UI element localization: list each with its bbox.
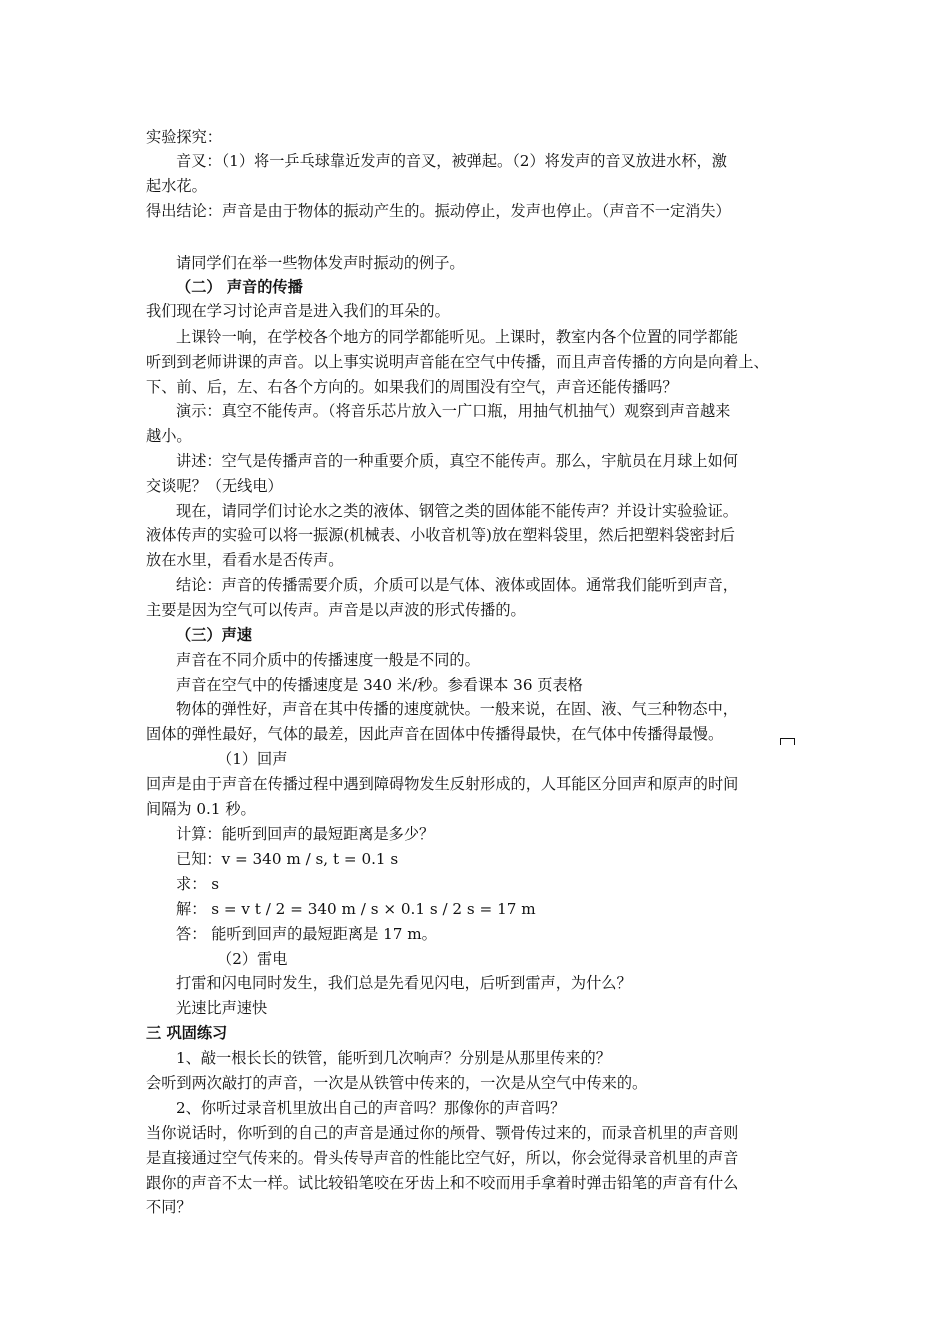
text-line: 听到到老师讲课的声音。以上事实说明声音能在空气中传播，而且声音传播的方向是向着上、	[146, 353, 769, 371]
text-line: 物体的弹性好，声音在其中传播的速度就快。一般来说，在固、液、气三种物态中，	[176, 700, 738, 718]
text-line: 声音在不同介质中的传播速度一般是不同的。	[176, 651, 480, 669]
text-line: 求： s	[176, 875, 219, 893]
text-line: 放在水里，看看水是否传声。	[146, 551, 344, 569]
text-line: 越小。	[146, 427, 192, 445]
text-line: 起水花。	[146, 177, 207, 195]
text-line: 交谈呢？（无线电）	[146, 477, 283, 495]
text-line: 当你说话时，你听到的自己的声音是通过你的颅骨、颚骨传过来的，而录音机里的声音则	[146, 1124, 739, 1142]
text-line: 2、你听过录音机里放出自己的声音吗？那像你的声音吗？	[176, 1099, 566, 1117]
text-line: 光速比声速快	[176, 999, 268, 1017]
text-line: 我们现在学习讨论声音是进入我们的耳朵的。	[146, 302, 450, 320]
text-line: 下、前、后，左、右各个方向的。如果我们的周围没有空气，声音还能传播吗？	[146, 378, 678, 396]
text-line: 解： s = v t / 2 = 340 m / s × 0.1 s / 2 s = 17 m	[176, 900, 536, 918]
text-line: 音叉：（1）将一乒乓球靠近发声的音叉，被弹起。（2）将发声的音叉放进水杯，激	[176, 152, 727, 170]
text-line: 得出结论：声音是由于物体的振动产生的。振动停止，发声也停止。（声音不一定消失）	[146, 202, 731, 220]
text-line: 演示：真空不能传声。（将音乐芯片放入一广口瓶，用抽气机抽气）观察到声音越来	[176, 402, 731, 420]
section-heading: （二） 声音的传播	[176, 278, 303, 296]
text-line: 会听到两次敲打的声音，一次是从铁管中传来的，一次是从空气中传来的。	[146, 1074, 648, 1092]
text-line: 跟你的声音不太一样。试比较铅笔咬在牙齿上和不咬而用手拿着时弹击铅笔的声音有什么	[146, 1174, 739, 1192]
text-line: 回声是由于声音在传播过程中遇到障碍物发生反射形成的，人耳能区分回声和原声的时间	[146, 775, 739, 793]
text-line: 已知：v = 340 m / s, t = 0.1 s	[176, 850, 399, 868]
text-line: 上课铃一响，在学校各个地方的同学都能听见。上课时，教室内各个位置的同学都能	[176, 328, 738, 346]
text-line: 声音在空气中的传播速度是 340 米/秒。参看课本 36 页表格	[176, 676, 583, 694]
text-line: 主要是因为空气可以传声。声音是以声波的形式传播的。	[146, 601, 526, 619]
section-heading: 三 巩固练习	[146, 1024, 228, 1042]
text-line: 间隔为 0.1 秒。	[146, 800, 256, 818]
editing-corner-mark	[780, 738, 795, 745]
text-line: 液体传声的实验可以将一振源(机械表、小收音机等)放在塑料袋里，然后把塑料袋密封后	[146, 526, 735, 544]
text-line: 答： 能听到回声的最短距离是 17 m。	[176, 925, 437, 943]
text-line: 固体的弹性最好，气体的最差，因此声音在固体中传播得最快，在气体中传播得最慢。	[146, 725, 724, 743]
text-line: 不同？	[146, 1198, 192, 1216]
text-line: 结论：声音的传播需要介质，介质可以是气体、液体或固体。通常我们能听到声音，	[176, 576, 738, 594]
text-line: 是直接通过空气传来的。骨头传导声音的性能比空气好，所以，你会觉得录音机里的声音	[146, 1149, 739, 1167]
text-line: 实验探究：	[146, 128, 222, 146]
subsection-heading: （1）回声	[217, 750, 288, 768]
subsection-heading: （2）雷电	[217, 950, 288, 968]
text-line: 讲述：空气是传播声音的一种重要介质，真空不能传声。那么，宇航员在月球上如何	[176, 452, 738, 470]
section-heading: （三）声速	[176, 626, 252, 644]
text-line: 打雷和闪电同时发生，我们总是先看见闪电，后听到雷声，为什么？	[176, 974, 632, 992]
text-line: 请同学们在举一些物体发声时振动的例子。	[176, 254, 465, 272]
text-line: 现在，请同学们讨论水之类的液体、钢管之类的固体能不能传声？并设计实验验证。	[176, 502, 738, 520]
text-line: 1、敲一根长长的铁管，能听到几次响声？分别是从那里传来的？	[176, 1049, 611, 1067]
text-line: 计算：能听到回声的最短距离是多少？	[176, 825, 435, 843]
